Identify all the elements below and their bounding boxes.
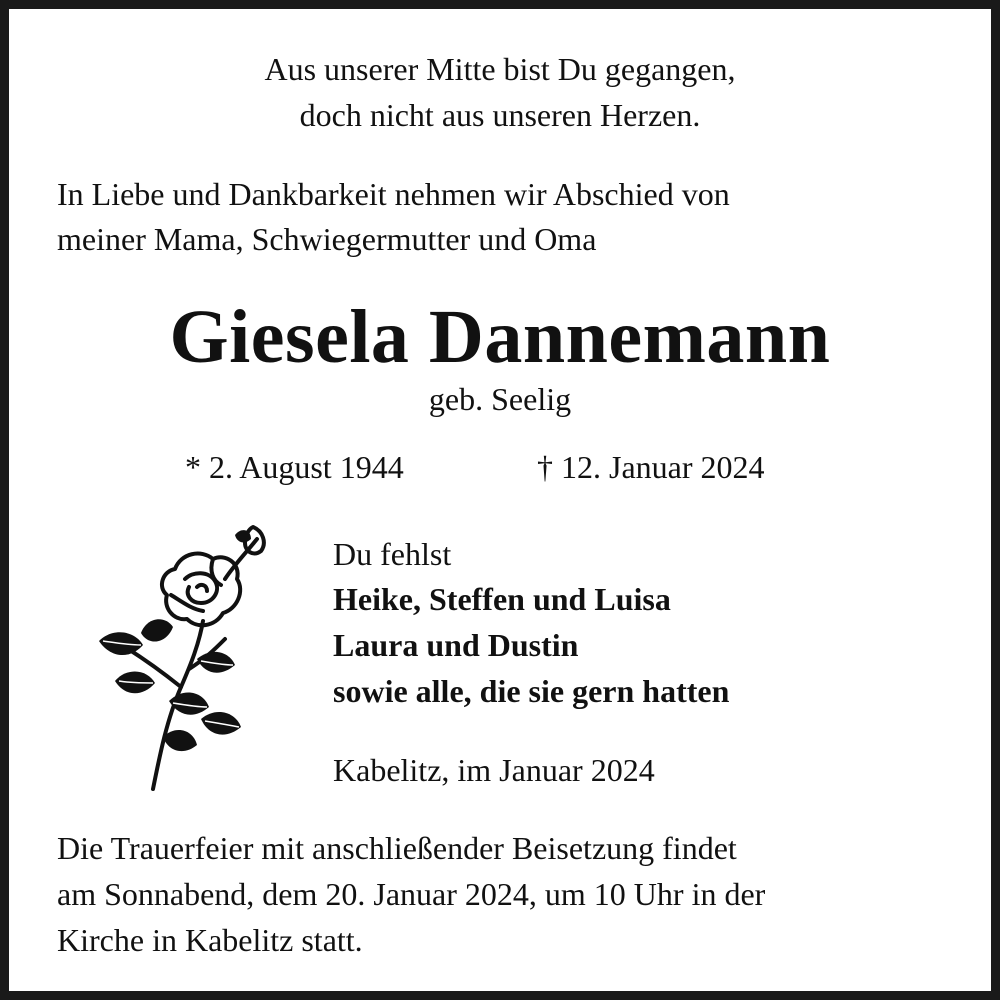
mourner-line: Laura und Dustin [333, 627, 579, 663]
mourners-intro: Du fehlst [333, 536, 452, 572]
birth-date: * 2. August 1944 [185, 449, 404, 485]
mourner-line: sowie alle, die sie gern hatten [333, 673, 730, 709]
motto-line-2: doch nicht aus unseren Herzen. [299, 97, 701, 133]
intro-line-2: meiner Mama, Schwiegermutter und Oma [57, 221, 597, 257]
funeral-line-3: Kirche in Kabelitz statt. [57, 922, 363, 958]
rose-icon [85, 509, 285, 799]
deceased-name: Giesela Dannemann [169, 295, 831, 379]
death-date: † 12. Januar 2024 [537, 449, 765, 485]
motto-line-1: Aus unserer Mitte bist Du gegangen, [264, 51, 736, 87]
place-date: Kabelitz, im Januar 2024 [333, 752, 655, 788]
intro-line-1: In Liebe und Dankbarkeit nehmen wir Abschied von [57, 176, 730, 212]
funeral-line-2: am Sonnabend, dem 20. Januar 2024, um 10 Uhr in der [57, 876, 766, 912]
mourner-line: Heike, Steffen und Luisa [333, 581, 671, 617]
funeral-line-1: Die Trauerfeier mit anschließender Beisetzung findet [57, 830, 737, 866]
maiden-name: geb. Seelig [428, 381, 572, 417]
